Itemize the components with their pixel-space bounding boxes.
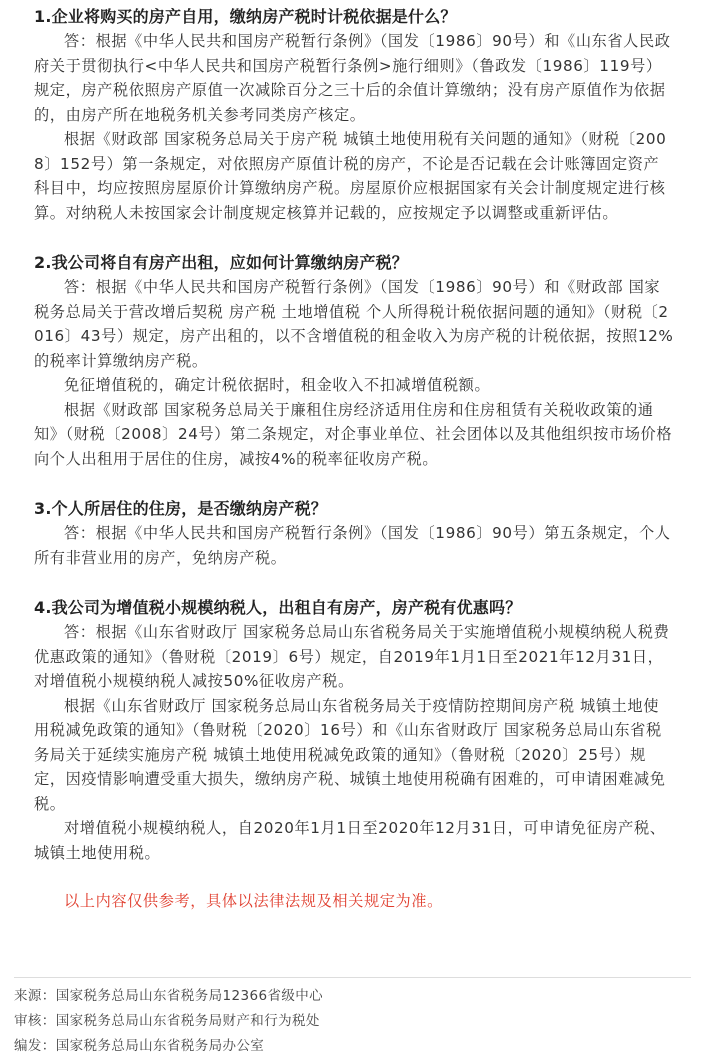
footer-editor: 编发：国家税务总局山东省税务局办公室 <box>14 1038 265 1054</box>
question-4-paragraph-3: 对增值税小规模纳税人，自2020年1月1日至2020年12月31日，可申请免征房产税、城镇土地使用税。 <box>34 819 666 862</box>
question-2-paragraph-2: 免征增值税的，确定计税依据时，租金收入不扣减增值税额。 <box>64 376 491 394</box>
question-2-title: 2.我公司将自有房产出租，应如何计算缴纳房产税？ <box>34 253 409 272</box>
question-2-answer: 答：根据《中华人民共和国房产税暂行条例》（国发〔1986〕90号）和《财政部 国家税务总局关于营改增后契税 房产税 土地增值税 个人所得税计税依据问题的通知》（财税〔2016〕43号）规定，房产出租的，以不含增值税的租金收入为房产税的计税依据，按照12%的税率计算缴纳房产税。 <box>34 278 674 370</box>
question-1-answer: 答：根据《中华人民共和国房产税暂行条例》（国发〔1986〕90号）和《山东省人民政府关于贯彻执行<中华人民共和国房产税暂行条例>施行细则》（鲁政发〔1986〕119号）规定，房产税依照房产原值一次减除百分之三十后的余值计算缴纳；没有房产原值作为依据的，由房产所在地税务机关参考同类房产核定。 <box>34 32 671 124</box>
article-body <box>34 5 674 913</box>
question-4-paragraph-2: 根据《山东省财政厅 国家税务总局山东省税务局关于疫情防控期间房产税 城镇土地使用税减免政策的通知》（鲁财税〔2020〕16号）和《山东省财政厅 国家税务总局山东省税务局关于延续实施房产税 城镇土地使用税减免政策的通知》（鲁财税〔2020〕25号）规定，因疫情影响遭受重大损失，缴纳房产税、城镇土地使用税确有困难的，可申请困难减免税。 <box>34 696 666 813</box>
article-footer <box>14 984 691 1059</box>
question-3-title: 3.个人所居住的住房，是否缴纳房产税？ <box>34 499 328 518</box>
question-1-paragraph-2: 根据《财政部 国家税务总局关于房产税 城镇土地使用税有关问题的通知》（财税〔2008〕152号）第一条规定，对依照房产原值计税的房产，不论是否记载在会计账簿固定资产科目中，均应按照房屋原价计算缴纳房产税。房屋原价应根据国家有关会计制度规定进行核算。对纳税人未按国家会计制度规定核算并记载的，应按规定予以调整或重新评估。 <box>34 130 667 222</box>
footer-divider <box>14 977 691 978</box>
question-4-answer: 答：根据《山东省财政厅 国家税务总局山东省税务局关于实施增值税小规模纳税人税费优惠政策的通知》（鲁财税〔2019〕6号）规定，自2019年1月1日至2021年12月31日，对增值税小规模纳税人减按50%征收房产税。 <box>34 623 670 690</box>
question-2-paragraph-3: 根据《财政部 国家税务总局关于廉租住房经济适用住房和住房租赁有关税收政策的通知》（财税〔2008〕24号）第二条规定，对企事业单位、社会团体以及其他组织按市场价格向个人出租用于居住的住房，减按4%的税率征收房产税。 <box>34 400 673 468</box>
question-4-title: 4.我公司为增值税小规模纳税人，出租自有房产，房产税有优惠吗？ <box>34 598 522 617</box>
question-1-title: 1.企业将购买的房产自用，缴纳房产税时计税依据是什么？ <box>34 7 457 26</box>
footer-review: 审核：国家税务总局山东省税务局财产和行为税处 <box>14 1013 320 1029</box>
footer-source: 来源：国家税务总局山东省税务局12366省级中心 <box>14 988 324 1004</box>
question-3-answer: 答：根据《中华人民共和国房产税暂行条例》（国发〔1986〕90号）第五条规定，个人所有非营业用的房产，免纳房产税。 <box>34 524 671 567</box>
disclaimer-notice: 以上内容仅供参考，具体以法律法规及相关规定为准。 <box>64 892 443 910</box>
